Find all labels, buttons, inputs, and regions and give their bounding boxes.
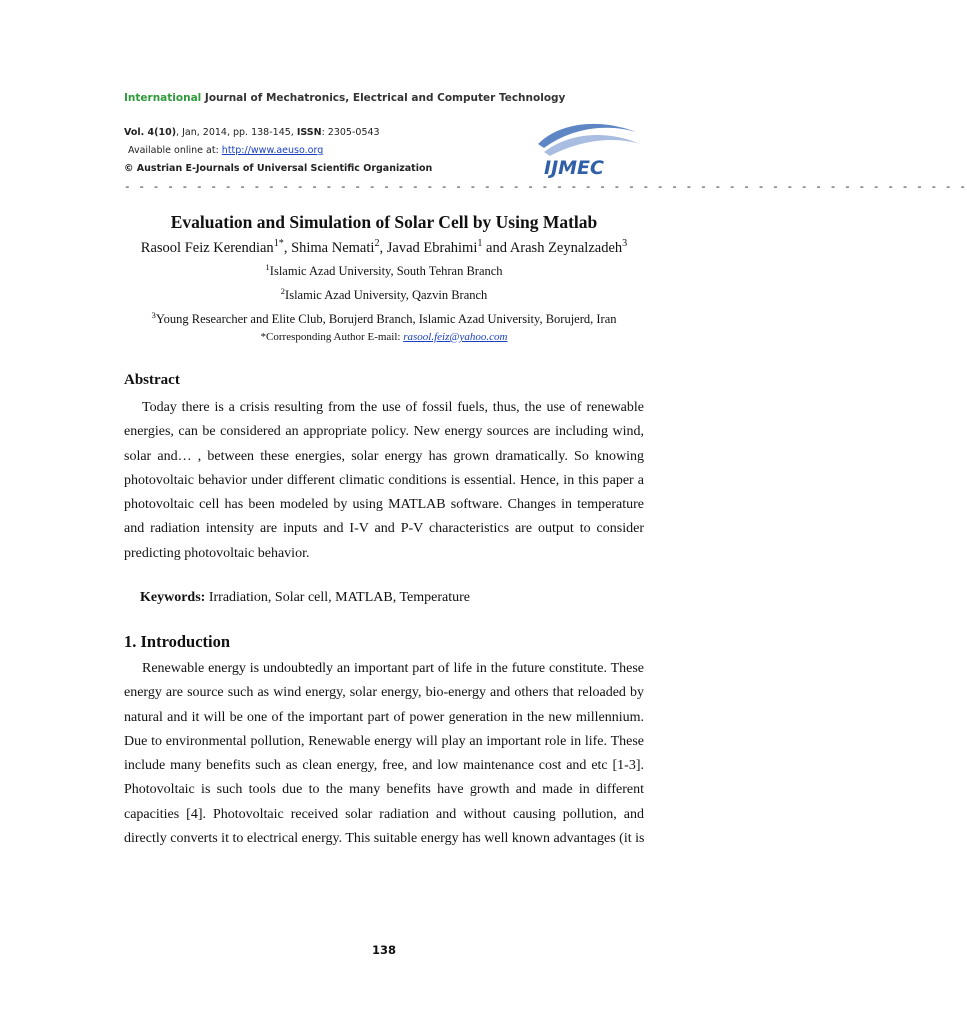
affiliation-mark: 3 xyxy=(151,309,156,320)
affiliation-text: Islamic Azad University, Qazvin Branch xyxy=(285,288,488,302)
intro-line: include many benefits such as clean energy, free, and low maintenance cost and etc [1-3]. xyxy=(124,758,644,774)
author-name: Shima Nemati xyxy=(291,240,375,256)
affiliation-3 xyxy=(0,309,768,327)
keywords-text: Irradiation, Solar cell, MATLAB, Temperature xyxy=(205,590,471,605)
author-separator: , xyxy=(379,240,387,256)
corresponding-email-link[interactable]: rasool.feiz@yahoo.com xyxy=(403,331,508,343)
affiliation-1 xyxy=(0,261,768,279)
affiliation-text: Young Researcher and Elite Club, Borujerd Branch, Islamic Azad University, Borujerd, Iran xyxy=(155,312,617,326)
affiliation-mark: 1 xyxy=(265,261,270,272)
intro-line: natural and it will be one of the important part of power generation in the new millennium. xyxy=(124,709,644,725)
intro-line: capacities [4]. Photovoltaic received solar radiation and without causing pollution, and xyxy=(124,806,644,822)
corresponding-label: *Corresponding Author E-mail: xyxy=(260,331,404,343)
volume-line xyxy=(124,127,380,138)
introduction-heading: 1. Introduction xyxy=(124,632,231,651)
abstract-line: photovoltaic behavior under different climatic conditions is essential. Hence, in this paper a xyxy=(124,472,644,488)
abstract-heading: Abstract xyxy=(124,372,180,388)
introduction-paragraph xyxy=(124,657,644,851)
author-name: Javad Ebrahimi xyxy=(386,240,478,256)
paper-title: Evaluation and Simulation of Solar Cell by Using Matlab xyxy=(170,212,598,232)
available-label: Available online at: xyxy=(128,145,222,156)
abstract-line: energies, can be considered an appropriate policy. New energy sources are including wind, xyxy=(124,424,644,440)
journal-title-prefix: International xyxy=(124,92,202,104)
volume-details: , Jan, 2014, pp. 138-145, xyxy=(176,127,297,138)
keywords-label: Keywords: xyxy=(140,590,206,605)
intro-line: energy are source such as wind energy, solar energy, bio-energy and others that reloaded by xyxy=(124,685,644,701)
header-divider: - - - - - - - - - - - - - - - - - - - - - - - - - - - - - - - - - - - - - - - - - - - - - - - - - - - - - - - - - - - xyxy=(124,182,967,194)
logo-text: IJMEC xyxy=(544,157,604,179)
volume: Vol. 4(10) xyxy=(124,127,177,138)
intro-line: directly converts it to electrical energy. This suitable energy has well known advantages (it is xyxy=(124,831,645,847)
copyright-line: © Austrian E-Journals of Universal Scientific Organization xyxy=(124,163,433,174)
keywords xyxy=(140,590,470,606)
issn-value: : 2305-0543 xyxy=(321,127,380,138)
author-affiliation-mark: 2 xyxy=(374,238,380,250)
author-affiliation-mark: 1 xyxy=(477,238,483,250)
affiliation-text: Islamic Azad University, South Tehran Branch xyxy=(269,264,503,278)
ijmec-logo xyxy=(530,118,642,182)
available-online-line xyxy=(128,145,323,156)
journal-title xyxy=(124,92,565,104)
corresponding-author xyxy=(0,331,768,343)
author-affiliation-mark: 3 xyxy=(622,238,628,250)
abstract-line: and radiation intensity are inputs and I-V and P-V characteristics are output to consider xyxy=(124,521,644,537)
abstract-line: photovoltaic cell has been modeled by using MATLAB software. Changes in temperature xyxy=(124,497,644,513)
author-name: Rasool Feiz Kerendian xyxy=(140,240,274,256)
author-affiliation-mark: 1* xyxy=(273,238,284,250)
intro-line: Renewable energy is undoubtedly an important part of life in the future constitute. These xyxy=(142,661,644,676)
intro-line: Photovoltaic is such tools due to the many benefits have growth and made in different xyxy=(124,782,644,798)
author-separator: , xyxy=(283,240,292,256)
abstract-line: Today there is a crisis resulting from the use of fossil fuels, thus, the use of renewable xyxy=(142,400,644,415)
intro-line: Due to environmental pollution, Renewable energy will play an important role in life. These xyxy=(124,733,644,749)
abstract-paragraph xyxy=(124,396,644,566)
author-list xyxy=(0,240,768,257)
journal-url-link[interactable]: http://www.aeuso.org xyxy=(221,145,324,156)
issn-label: ISSN xyxy=(296,127,322,138)
abstract-line: predicting photovoltaic behavior. xyxy=(124,545,310,561)
author-name: Arash Zeynalzadeh xyxy=(509,240,623,256)
affiliation-mark: 2 xyxy=(280,285,286,296)
page-number: 138 xyxy=(371,943,396,957)
abstract-line: solar and… , between these energies, solar energy has grown dramatically. So knowing xyxy=(124,448,644,464)
affiliation-2 xyxy=(0,285,768,303)
journal-title-rest: Journal of Mechatronics, Electrical and Computer Technology xyxy=(201,92,566,104)
author-separator: and xyxy=(482,240,510,256)
